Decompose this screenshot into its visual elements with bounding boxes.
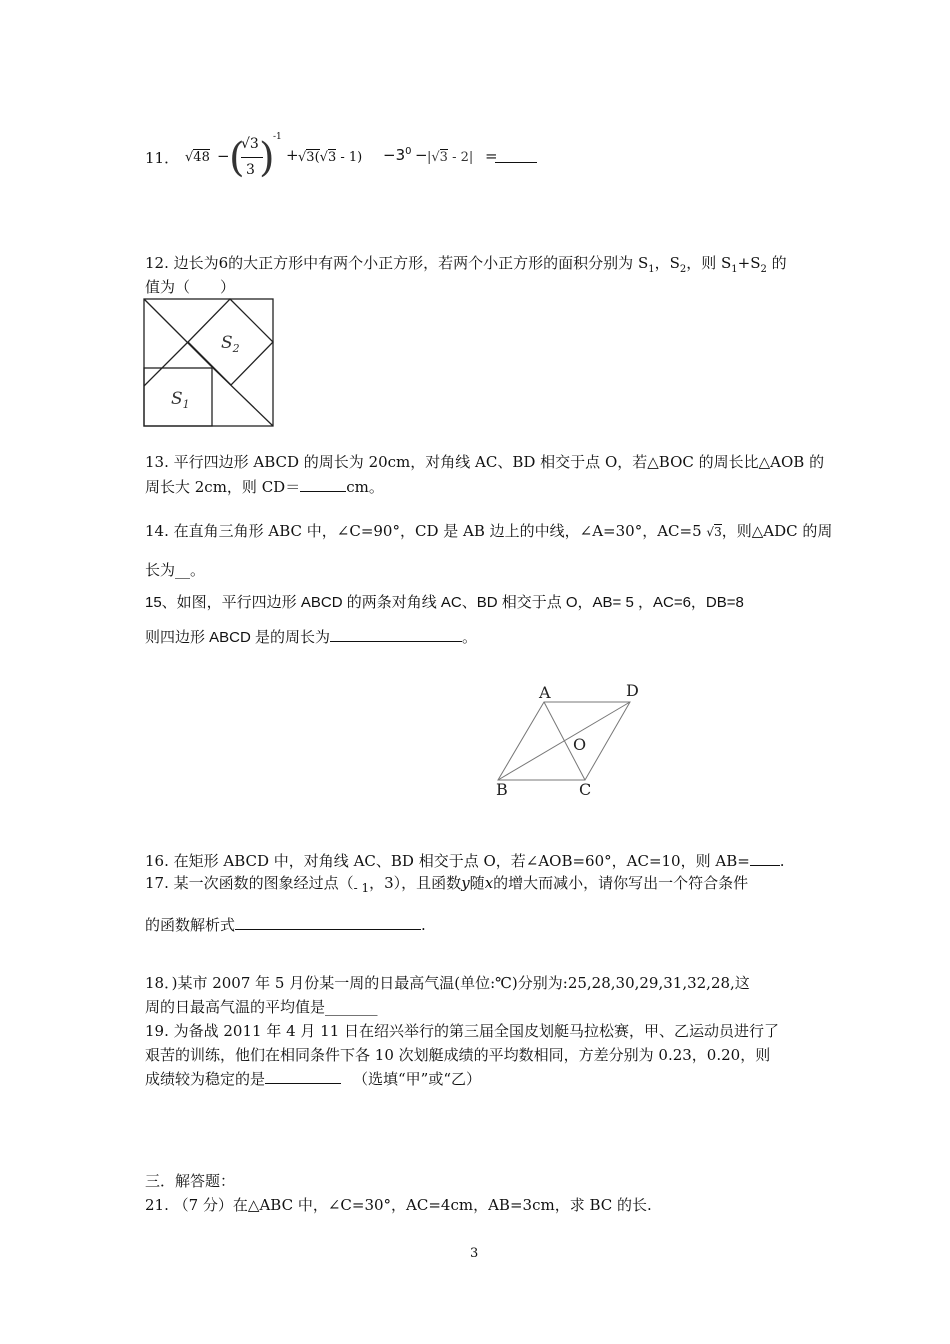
q12-mid2: ，则 S bbox=[686, 254, 732, 272]
q14-text1a: 14. 在直角三角形 ABC 中，∠C=90°，CD 是 AB 边上的中线，∠A=30°，AC=5 bbox=[145, 522, 702, 540]
q11-left-paren: ( bbox=[229, 135, 245, 181]
question-14-line1 bbox=[145, 520, 832, 543]
q17-text1b: ，3），且函数 bbox=[369, 874, 462, 892]
q11-abs-rest: - 2 bbox=[452, 150, 469, 165]
q15-answer-blank[interactable] bbox=[330, 627, 462, 642]
q17-text1c: 随 bbox=[469, 874, 485, 892]
question-18-line1: 18．)某市 2007 年 5 月份某一周的日最高气温(单位:℃)分别为:25,28,30,29,31,32,28,这 bbox=[145, 974, 750, 992]
question-21: 21. （7 分）在△ABC 中，∠C=30°，AC=4cm，AB=3cm，求 BC 的长. bbox=[145, 1196, 652, 1214]
q12-sub1: 1 bbox=[648, 264, 655, 275]
q14-sqrt-value: 3 bbox=[714, 525, 722, 539]
q12-diagonal-upper bbox=[144, 299, 211, 366]
q11-right-paren: ) bbox=[259, 135, 275, 181]
q17-text2a: 的函数解析式 bbox=[145, 916, 236, 934]
q17-x: x bbox=[484, 874, 494, 892]
q15-label-d: D bbox=[626, 681, 639, 700]
q19-answer-blank[interactable] bbox=[265, 1069, 341, 1084]
q17-neg: - 1 bbox=[353, 881, 370, 895]
q11-abs: |√3 - 2| bbox=[427, 150, 474, 165]
q15-label-c: C bbox=[579, 780, 592, 799]
q13-answer-blank[interactable] bbox=[300, 477, 346, 492]
q14-text1b: ，则△ADC 的周 bbox=[721, 522, 833, 540]
question-16 bbox=[145, 850, 785, 872]
q12-mid: ，S bbox=[654, 254, 680, 272]
q11-sqrt48: √48 bbox=[185, 150, 210, 165]
q12-upper-triangle-edge bbox=[144, 342, 188, 386]
q11-frac-den: 3 bbox=[246, 162, 255, 178]
q11-equals: = bbox=[485, 147, 498, 165]
question-19-line3 bbox=[145, 1068, 481, 1090]
q11-frac-num: √3 bbox=[241, 136, 259, 152]
q11-fraction bbox=[229, 132, 275, 188]
q11-inner: 3 bbox=[327, 150, 337, 165]
question-14-line2: 长为__。 bbox=[145, 561, 206, 579]
q12-end: 的 bbox=[766, 254, 787, 272]
question-12-line2: 值为（ ） bbox=[145, 278, 236, 296]
question-13-line2 bbox=[145, 476, 384, 498]
q16-answer-blank[interactable] bbox=[750, 851, 780, 866]
q15-label-o: O bbox=[573, 735, 587, 754]
q17-text1d: 的增大而减小，请你写出一个符合条件 bbox=[493, 874, 749, 892]
q15-label-a: A bbox=[539, 683, 551, 702]
q11-zero: 0 bbox=[405, 146, 412, 157]
q12-text1: 12. 边长为6的大正方形中有两个小正方形，若两个小正方形的面积分别为 S bbox=[145, 254, 649, 272]
q12-figure bbox=[143, 298, 275, 428]
q14-sqrt: √3 bbox=[706, 525, 722, 539]
question-17-line1 bbox=[145, 872, 748, 895]
q17-text2b: . bbox=[421, 916, 426, 934]
section-3-heading: 三．解答题： bbox=[145, 1172, 236, 1190]
q11-minus3: − bbox=[415, 146, 428, 164]
q11-answer-blank[interactable] bbox=[495, 148, 537, 163]
question-18-line2: 周的日最高气温的平均值是_______ bbox=[145, 998, 378, 1016]
page-number: 3 bbox=[470, 1246, 479, 1261]
q15-text2a: 则四边形 ABCD 是的周长为 bbox=[145, 629, 331, 646]
q16-text: 16. 在矩形 ABCD 中，对角线 AC、BD 相交于点 O，若∠AOB=60°，AC=10，则 AB= bbox=[145, 852, 750, 870]
q12-sub4: 2 bbox=[760, 264, 767, 275]
q12-label-s2: $S_2$ bbox=[221, 333, 240, 355]
q19-text3a: 成绩较为稳定的是 bbox=[145, 1070, 266, 1088]
q11-number: 11． bbox=[145, 149, 180, 167]
q17-y: y bbox=[461, 874, 470, 892]
q17-answer-blank[interactable] bbox=[235, 915, 421, 930]
question-17-line2 bbox=[145, 914, 426, 936]
q11-abs-inner: 3 bbox=[439, 150, 448, 165]
q11-plus: + bbox=[286, 146, 299, 164]
q16-end: . bbox=[779, 852, 785, 870]
q11-term: √3(√3 - 1) bbox=[298, 150, 363, 165]
question-19-line2: 艰苦的训练，他们在相同条件下各 10 次划艇成绩的平均数相同，方差分别为 0.23，0.20，则 bbox=[145, 1046, 771, 1064]
q13-text2b: cm。 bbox=[346, 478, 384, 496]
q15-diagonal-bd bbox=[498, 702, 630, 780]
question-13-line1: 13. 平行四边形 ABCD 的周长为 20cm，对角线 AC、BD 相交于点 O，若△BOC 的周长比△AOB 的 bbox=[145, 453, 825, 471]
q15-figure bbox=[490, 680, 650, 802]
question-12-line1 bbox=[145, 252, 787, 281]
q11-minus-power bbox=[383, 146, 412, 164]
question-15-line2 bbox=[145, 627, 477, 649]
q19-text3b: （选填“甲”或“乙） bbox=[353, 1070, 482, 1088]
q12-plus: +S bbox=[737, 254, 761, 272]
q12-sub3: 1 bbox=[731, 264, 738, 275]
q11-minus1: − bbox=[217, 147, 230, 165]
q13-text2a: 周长大 2cm，则 CD＝ bbox=[145, 478, 301, 496]
q12-label-s1: $S_1$ bbox=[171, 389, 190, 411]
question-15-line1: 15、如图，平行四边形 ABCD 的两条对角线 AC、BD 相交于点 O，AB= 5 ，AC=6，DB=8 bbox=[145, 594, 744, 611]
q11-exponent: -1 bbox=[273, 132, 282, 142]
q11-term-value: 3( bbox=[306, 150, 320, 165]
q12-sub2: 2 bbox=[679, 264, 687, 275]
q11-sqrt48-value: 48 bbox=[193, 150, 210, 165]
q15-label-b: B bbox=[496, 780, 508, 799]
q15-text2b: 。 bbox=[462, 629, 478, 646]
q17-text1a: 17. 某一次函数的图象经过点（ bbox=[145, 874, 354, 892]
q11-minus2: −3 bbox=[383, 146, 406, 164]
q11-inner-rest: - 1) bbox=[340, 150, 363, 165]
question-19-line1: 19. 为备战 2011 年 4 月 11 日在绍兴举行的第三届全国皮划艇马拉松赛，甲、乙运动员进行了 bbox=[145, 1022, 780, 1040]
